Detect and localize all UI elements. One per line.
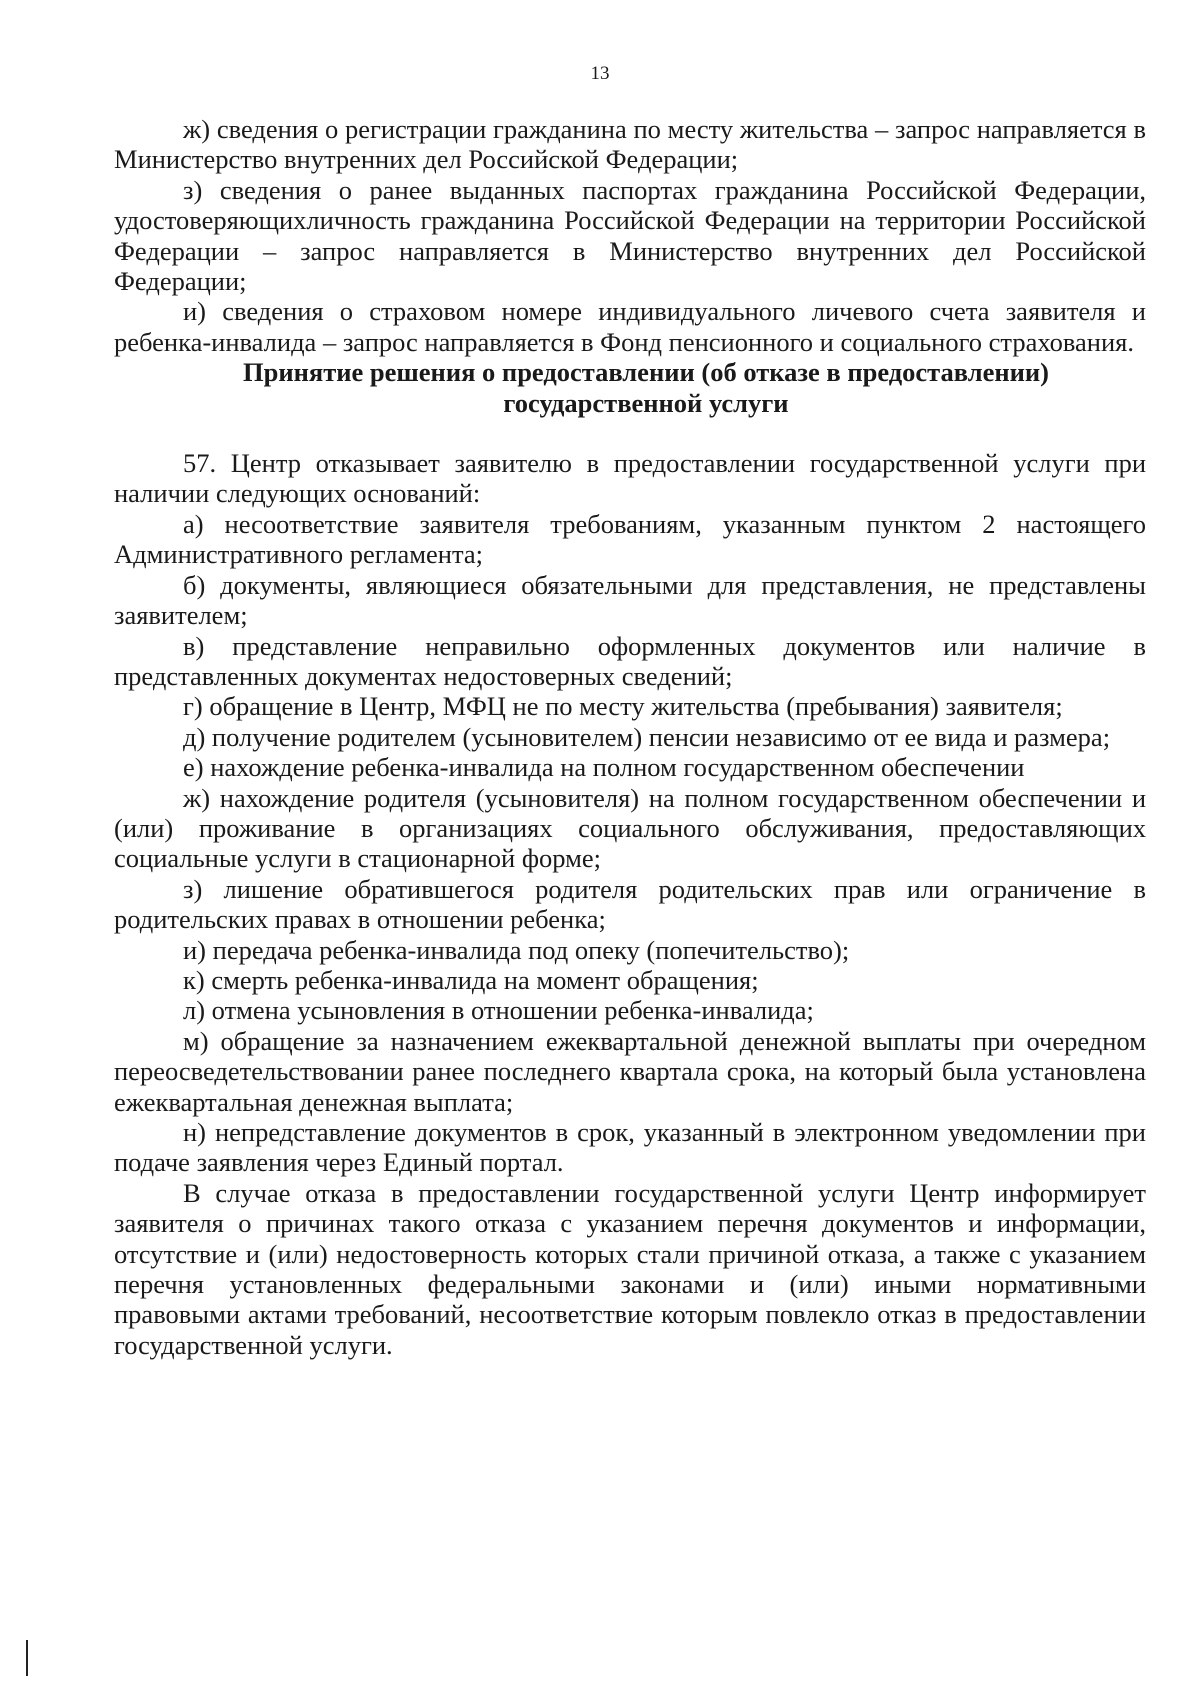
list-item-d: д) получение родителем (усыновителем) пенсии независимо от ее вида и размера; — [183, 721, 1111, 752]
page-number: 13 — [590, 63, 610, 84]
section-heading-line-2: государственной услуги — [503, 387, 789, 418]
list-item-l: л) отмена усыновления в отношении ребенка-инвалида; — [183, 995, 814, 1026]
list-item-zh: ж) нахождение родителя (усыновителя) на полном государственном обеспечении и (или) проживание в организациях социального обслуживания, предоставляющих социальные услуги в стационарной форме; — [114, 782, 1146, 874]
list-item-g: г) обращение в Центр, МФЦ не по месту жительства (пребывания) заявителя; — [183, 691, 1063, 722]
paragraph-57-refusal-grounds: 57. Центр отказывает заявителю в предоставлении государственной услуги при наличии следующих оснований: — [114, 448, 1146, 509]
paragraph-z-passports: з) сведения о ранее выданных паспортах гражданина Российской Федерации, удостоверяющихличность гражданина Российской Федерации на территории Российской Федерации – запрос направляется в Министерство внутренних дел Российской Федерации; — [114, 174, 1146, 297]
list-item-k: к) смерть ребенка-инвалида на момент обращения; — [183, 964, 759, 995]
paragraph-i-insurance-number: и) сведения о страховом номере индивидуального личевого счета заявителя и ребенка-инвалида – запрос направляется в Фонд пенсионного и социального страхования. — [114, 296, 1146, 357]
list-item-m: м) обращение за назначением ежеквартальной денежной выплаты при очередном переосведетельствовании ранее последнего квартала срока, на который была установлена ежеквартальная денежная выплата; — [114, 1025, 1146, 1117]
section-heading-line-1: Принятие решения о предоставлении (об отказе в предоставлении) — [243, 357, 1049, 388]
list-item-n: н) непредставление документов в срок, указанный в электронном уведомлении при подаче заявления через Единый портал. — [114, 1117, 1146, 1178]
list-item-z: з) лишение обратившегося родителя родительских прав или ограничение в родительских правах в отношении ребенка; — [114, 873, 1146, 935]
section-heading — [114, 357, 1146, 418]
list-item-a: а) несоответствие заявителя требованиям, указанным пунктом 2 настоящего Административного регламента; — [114, 508, 1146, 570]
paragraph-zh-registration: ж) сведения о регистрации гражданина по месту жительства – запрос направляется в Министерство внутренних дел Российской Федерации; — [114, 114, 1146, 175]
scan-margin-mark — [26, 1640, 28, 1676]
list-item-i: и) передача ребенка-инвалида под опеку (попечительство); — [183, 934, 850, 965]
paragraph-refusal-notification: В случае отказа в предоставлении государственной услуги Центр информирует заявителя о причинах такого отказа с указанием перечня документов и информации, отсутствие и (или) недостоверность которых стали причиной отказа, а также с указанием перечня установленных федеральными законами и (или) иными нормативными правовыми актами требований, несоответствие которым повлекло отказ в предоставлении государственной услуги. — [114, 1177, 1146, 1360]
list-item-b: б) документы, являющиеся обязательными для представления, не представлены заявителем; — [114, 569, 1146, 631]
list-item-v: в) представление неправильно оформленных документов или наличие в представленных документах недостоверных сведений; — [114, 630, 1146, 691]
document-body — [114, 114, 1146, 1360]
heading-spacer — [114, 418, 1146, 448]
list-item-e: е) нахождение ребенка-инвалида на полном государственном обеспечении — [183, 752, 1025, 783]
